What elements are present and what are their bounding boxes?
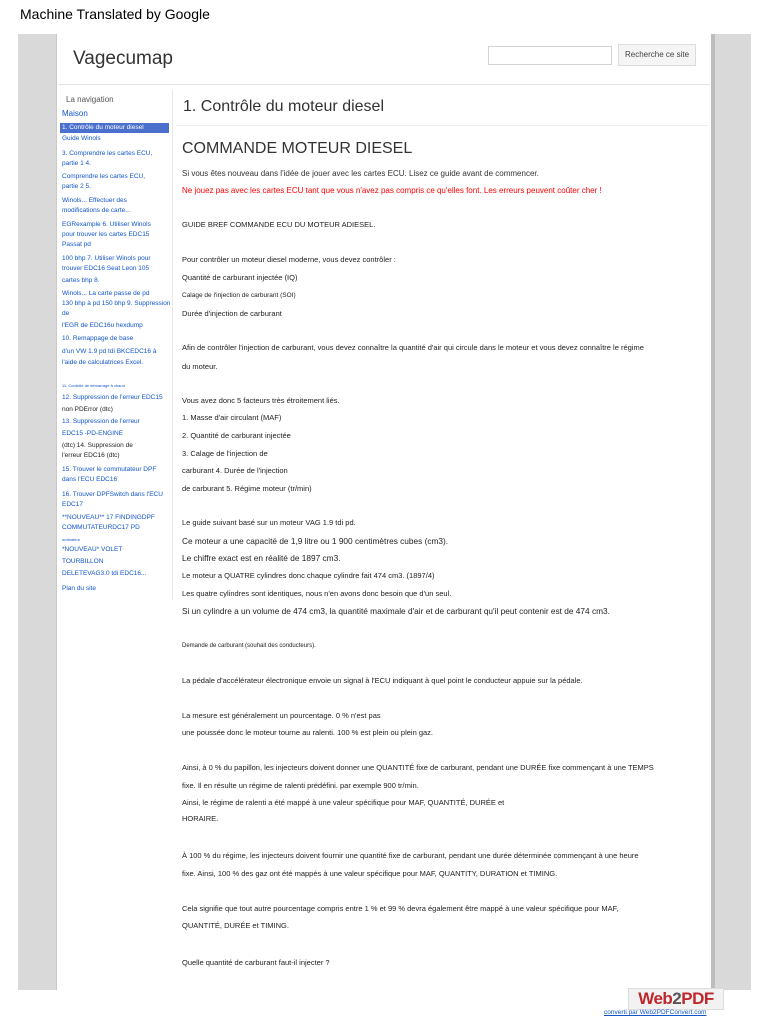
body-text: Le guide suivant basé sur un moteur VAG 1.9 tdi pd. [182, 518, 356, 527]
body-text: Calage de l'injection de carburant (SOI) [182, 292, 296, 299]
nav-item[interactable]: 11. Contrôle de démarrage à chaud [62, 383, 125, 388]
nav-heading: La navigation [66, 95, 114, 104]
nav-item[interactable]: ordinateur [62, 537, 81, 542]
body-text: Quantité de carburant injectée (IQ) [182, 273, 298, 282]
search-input[interactable] [488, 46, 612, 65]
nav-item[interactable]: Passat pd [62, 241, 91, 248]
nav-item[interactable]: *NOUVEAU* VOLET [62, 546, 123, 553]
nav-item-home[interactable]: Maison [62, 109, 88, 118]
nav-item[interactable]: EGRexample 6. Utiliser Winols [62, 221, 151, 228]
body-text: Quelle quantité de carburant faut-il injecter ? [182, 958, 330, 967]
nav-item[interactable]: pour trouver les cartes EDC15 [62, 231, 150, 238]
body-text: carburant 4. Durée de l'injection [182, 466, 288, 475]
body-text: Afin de contrôler l'injection de carburant, vous devez connaître la quantité d'air qui circule dans le moteur et vous devez connaître le régime [182, 343, 644, 352]
body-text: HORAIRE. [182, 814, 219, 823]
nav-item[interactable]: Winols... Effectuer des [62, 197, 127, 204]
logo-two: 2 [672, 989, 682, 1008]
nav-item[interactable]: (dtc) 14. Suppression de [62, 442, 133, 449]
nav-item[interactable]: d'un VW 1.9 pd tdi BKCEDC16 à [62, 348, 157, 355]
nav-item[interactable]: dans l'ECU EDC16 [62, 476, 118, 483]
nav-item[interactable]: partie 1 4. [62, 160, 91, 167]
nav-item[interactable]: Winols... La carte passe de pd [62, 290, 150, 297]
nav-item[interactable]: trouver EDC16 Seat Leon 105 [62, 265, 150, 272]
nav-item[interactable]: 130 bhp à pd 150 bhp 9. Suppression [62, 300, 171, 307]
nav-item[interactable]: DELETEVAG3.0 tdi EDC16... [62, 570, 147, 577]
nav-item[interactable]: 12. Suppression de l'erreur EDC15 [62, 394, 163, 401]
nav-item[interactable]: Guide Winols [62, 135, 101, 142]
nav-item[interactable]: l'EGR de EDC16u hexdump [62, 322, 143, 329]
body-text: fixe. Ainsi, 100 % des gaz ont été mappés à une valeur spécifique pour MAF, QUANTITY, DURATION et TIMING. [182, 869, 558, 878]
nav-item[interactable]: **NOUVEAU** 17 FINDINGDPF [62, 514, 155, 521]
body-text: Cela signifie que tout autre pourcentage compris entre 1 % et 99 % devra également être mappé à une valeur spécifique pour MAF, [182, 904, 619, 913]
body-text: Durée d'injection de carburant [182, 309, 282, 318]
body-text: Pour contrôler un moteur diesel moderne, vous devez contrôler : [182, 255, 396, 264]
warning-text: Ne jouez pas avec les cartes ECU tant que vous n'avez pas compris ce qu'elles font. Les erreurs peuvent coûter cher ! [182, 186, 602, 195]
nav-item-active[interactable]: 1. Contrôle du moteur diesel [62, 124, 144, 131]
nav-item[interactable]: 10. Remappage de base [62, 335, 134, 342]
nav-item[interactable]: 16. Trouver DPFSwitch dans l'ECU [62, 491, 163, 498]
body-text: Ce moteur a une capacité de 1,9 litre ou 1 900 centimètres cubes (cm3). [182, 536, 449, 546]
machine-translated-banner: Machine Translated by Google [20, 6, 210, 22]
logo-pdf: PDF [681, 989, 714, 1008]
article-title: COMMANDE MOTEUR DIESEL [182, 140, 413, 157]
nav-item[interactable]: EDC15 -PD-ENGINE [62, 430, 124, 437]
body-text: La pédale d'accélérateur électronique envoie un signal à l'ECU indiquant à quel point le conducteur appuie sur la pédale. [182, 676, 583, 685]
body-text: 1. Masse d'air circulant (MAF) [182, 413, 282, 422]
body-text: Le moteur a QUATRE cylindres donc chaque cylindre fait 474 cm3. (1897/4) [182, 571, 435, 580]
nav-item-sitemap[interactable]: Plan du site [62, 585, 96, 592]
body-text: La mesure est généralement un pourcentage. 0 % n'est pas [182, 711, 381, 720]
nav-item[interactable]: TOURBILLON [62, 558, 104, 565]
body-text: QUANTITÉ, DURÉE et TIMING. [182, 921, 289, 930]
body-text: Si un cylindre a un volume de 474 cm3, la quantité maximale d'air et de carburant qu'il peut contenir est de 474 cm3. [182, 606, 610, 616]
body-text: de carburant 5. Régime moteur (tr/min) [182, 484, 312, 493]
nav-item[interactable]: 15. Trouver le commutateur DPF [62, 466, 157, 473]
nav-item[interactable]: modifications de carte... [62, 207, 131, 214]
page-title: 1. Contrôle du moteur diesel [183, 98, 384, 115]
panel-shadow [711, 34, 715, 990]
header-divider [58, 84, 710, 85]
body-text: À 100 % du régime, les injecteurs doivent fournir une quantité fixe de carburant, pendant une durée déterminée commençant à une heure [182, 851, 639, 860]
nav-item[interactable]: 13. Suppression de l'erreur [62, 418, 140, 425]
body-text: Ainsi, le régime de ralenti a été mappé à une valeur spécifique pour MAF, QUANTITÉ, DURÉE et [182, 798, 505, 807]
logo-web: Web [638, 989, 673, 1008]
web2pdf-link[interactable]: converti par Web2PDFConvert.com [604, 1009, 707, 1016]
body-text: 2. Quantité de carburant injectée [182, 431, 291, 440]
nav-item[interactable]: EDC17 [62, 501, 83, 508]
web2pdf-logo[interactable] [628, 988, 724, 1010]
nav-item[interactable]: l'aide de calculatrices Excel. [62, 359, 144, 366]
body-text: du moteur. [182, 362, 218, 371]
body-text: Demande de carburant (souhait des conducteurs). [182, 643, 316, 649]
nav-item[interactable]: 3. Comprendre les cartes ECU, [62, 150, 153, 157]
nav-item[interactable]: 100 bhp 7. Utiliser Winols pour [62, 255, 151, 262]
nav-item[interactable]: partie 2 5. [62, 183, 91, 190]
body-text: fixe. Il en résulte un régime de ralenti prédéfini. par exemple 900 tr/min. [182, 781, 419, 790]
body-text: une poussée donc le moteur tourne au ralenti. 100 % est plein ou plein gaz. [182, 728, 434, 737]
body-text: Ainsi, à 0 % du papillon, les injecteurs doivent donner une QUANTITÉ fixe de carburant, pendant une DURÉE fixe commençant à une TEMPS [182, 763, 654, 772]
nav-item[interactable]: Comprendre les cartes ECU, [62, 173, 146, 180]
site-title[interactable]: Vagecumap [73, 48, 173, 69]
nav-item[interactable]: COMMUTATEURDC17 PD [62, 524, 140, 531]
body-text: Les quatre cylindres sont identiques, nous n'en avons donc besoin que d'un seul. [182, 589, 452, 598]
intro-text: Si vous êtes nouveau dans l'idée de jouer avec les cartes ECU. Lisez ce guide avant de commencer. [182, 169, 539, 178]
body-text: Le chiffre exact est en réalité de 1897 cm3. [182, 553, 341, 563]
nav-item[interactable]: non PDError (dtc) [62, 406, 113, 413]
search-button[interactable]: Recherche ce site [618, 44, 696, 66]
body-text: 3. Calage de l'injection de [182, 449, 268, 458]
nav-item[interactable]: de [62, 310, 70, 317]
body-text: GUIDE BREF COMMANDE ECU DU MOTEUR ADIESEL. [182, 220, 376, 229]
title-divider [176, 125, 708, 126]
body-text: Vous avez donc 5 facteurs très étroitement liés. [182, 396, 340, 405]
nav-item[interactable]: cartes bhp 8. [62, 277, 100, 284]
nav-item[interactable]: l'erreur EDC16 (dtc) [62, 452, 120, 459]
